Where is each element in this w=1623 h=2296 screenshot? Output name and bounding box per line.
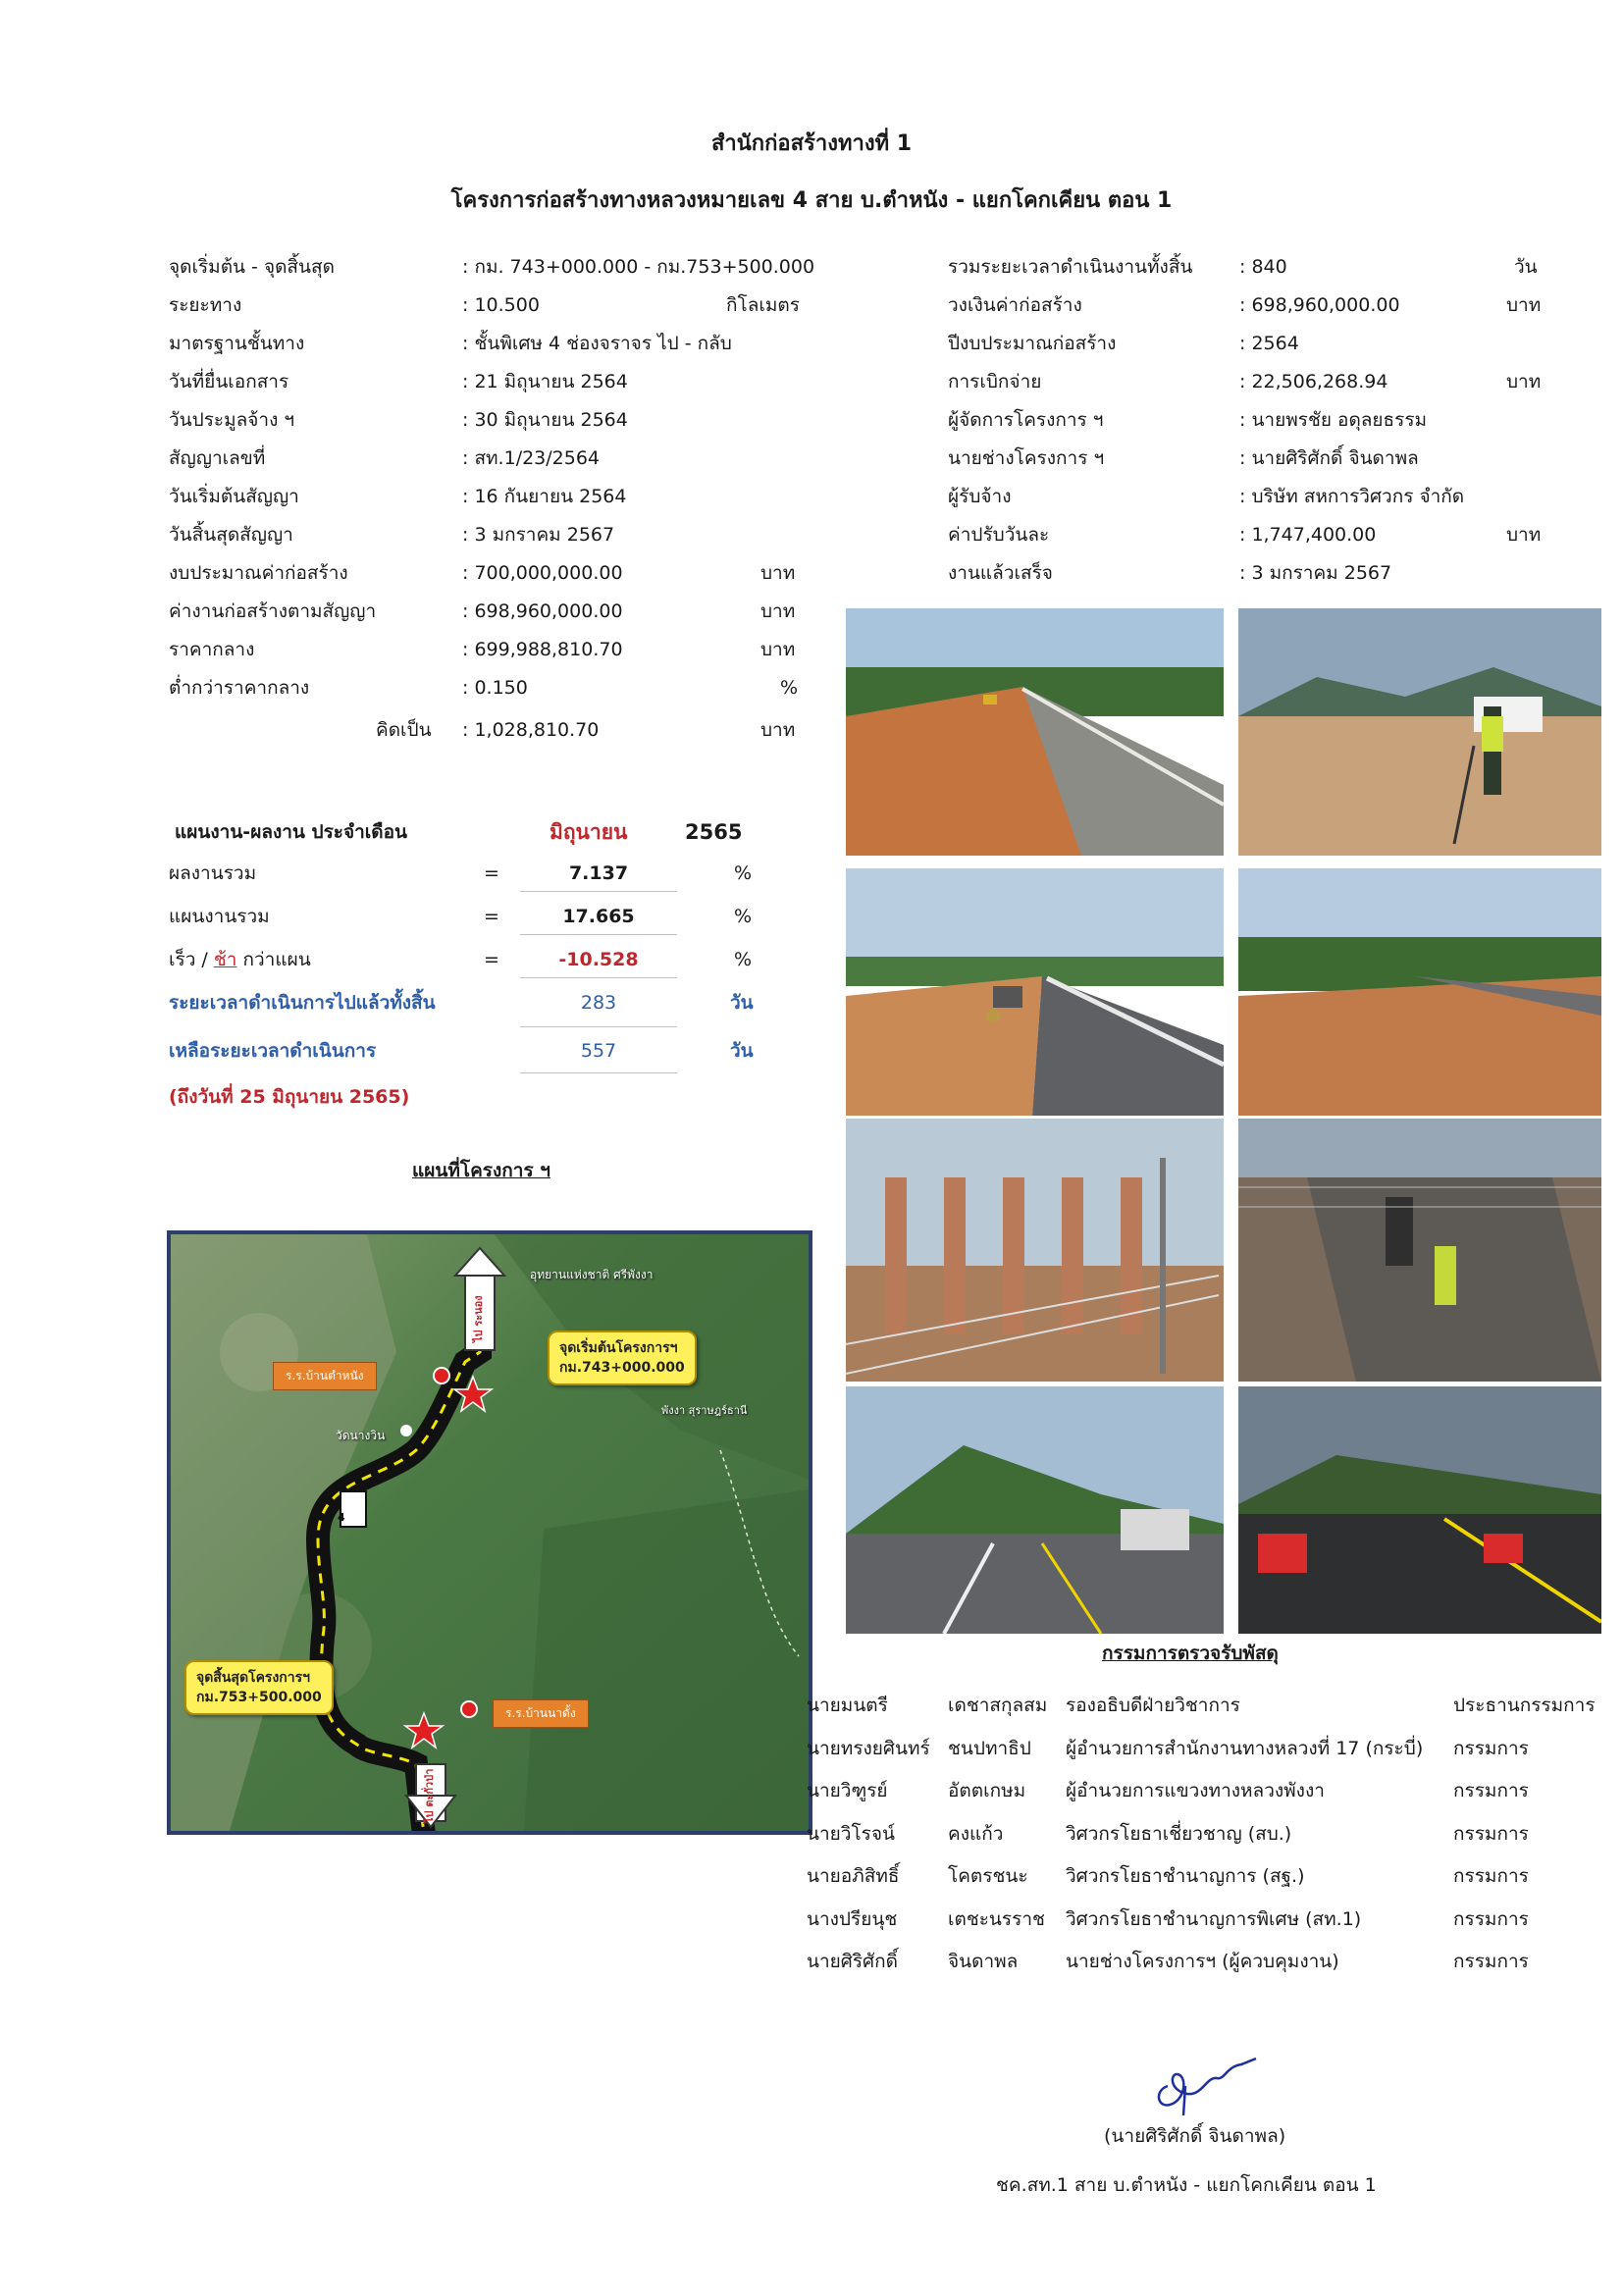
info-label: ราคากลาง bbox=[169, 639, 255, 660]
remaining-unit: วัน bbox=[730, 1040, 754, 1062]
member-role: ประธานกรรมการ bbox=[1453, 1695, 1596, 1716]
map-satellite-image bbox=[171, 1234, 809, 1831]
member-last-name: เตชะนรราช bbox=[948, 1907, 1045, 1930]
as-of-date: (ถึงวันที่ 25 มิถุนายน 2565) bbox=[169, 1086, 410, 1108]
plan-label: แผนงานรวม bbox=[169, 906, 270, 927]
member-first-name: นายวิโรจน์ bbox=[807, 1822, 895, 1845]
divider bbox=[520, 934, 677, 935]
route-number: 4 bbox=[338, 1511, 345, 1524]
member-role: กรรมการ bbox=[1453, 1951, 1529, 1972]
actual-value: 7.137 bbox=[568, 862, 629, 884]
member-first-name: นายวิฑูรย์ bbox=[807, 1780, 888, 1801]
info-label: จุดเริ่มต้น - จุดสิ้นสุด bbox=[169, 256, 335, 278]
total-unit: บาท bbox=[760, 719, 796, 741]
info-value: : นายศิริศักดิ์ จินดาพล bbox=[1239, 447, 1419, 469]
divider bbox=[520, 891, 677, 892]
member-first-name: นายมนตรี bbox=[807, 1695, 888, 1716]
member-role: กรรมการ bbox=[1453, 1907, 1529, 1930]
member-last-name: เดชาสกุลสม bbox=[948, 1695, 1048, 1716]
diff-label: เร็ว / ช้า กว่าแผน bbox=[169, 949, 311, 970]
info-value: : 2564 bbox=[1239, 333, 1299, 354]
info-label: วันประมูลจ้าง ฯ bbox=[169, 409, 295, 431]
info-label: รวมระยะเวลาดำเนินงานทั้งสิ้น bbox=[948, 256, 1193, 278]
member-last-name: อัตตเกษม bbox=[948, 1780, 1026, 1801]
diff-unit: % bbox=[734, 949, 753, 970]
photo-cleared-road bbox=[1238, 868, 1601, 1116]
info-value: : 700,000,000.00 bbox=[462, 562, 623, 584]
member-position: วิศวกรโยธาชำนาญการ (สฐ.) bbox=[1066, 1865, 1305, 1887]
total-label: คิดเป็น bbox=[376, 719, 432, 741]
info-label: วันเริ่มต้นสัญญา bbox=[169, 486, 299, 507]
signature-name: (นายศิริศักดิ์ จินดาพล) bbox=[1104, 2125, 1286, 2147]
info-label: สัญญาเลขที่ bbox=[169, 447, 266, 469]
project-title: โครงการก่อสร้างทางหลวงหมายเลข 4 สาย บ.ตำหนัง - แยกโคกเคียน ตอน 1 bbox=[450, 188, 1173, 213]
info-value: : 698,960,000.00 bbox=[462, 600, 623, 622]
info-label: ผู้รับจ้าง bbox=[948, 486, 1012, 507]
member-last-name: โคตรชนะ bbox=[948, 1865, 1028, 1887]
park-label: อุทยานแห่งชาติ ศรีพังงา bbox=[530, 1268, 654, 1281]
project-map bbox=[167, 1230, 812, 1835]
info-value: : 699,988,810.70 bbox=[462, 639, 623, 660]
start-point-callout: จุดเริ่มต้นโครงการฯ กม.743+000.000 bbox=[548, 1331, 697, 1385]
member-position: วิศวกรโยธาเชี่ยวชาญ (สบ.) bbox=[1066, 1822, 1292, 1845]
arrow-north-label: ไป ระนอง bbox=[472, 1295, 485, 1342]
info-unit: วัน bbox=[1514, 256, 1538, 278]
signature-mark bbox=[1148, 2047, 1276, 2115]
member-last-name: คงแก้ว bbox=[948, 1822, 1004, 1845]
member-first-name: นายอภิสิทธิ์ bbox=[807, 1865, 900, 1887]
elapsed-label: ระยะเวลาดำเนินการไปแล้วทั้งสิ้น bbox=[169, 992, 436, 1014]
elapsed-value: 283 bbox=[580, 992, 617, 1014]
school-north-tag: ร.ร.บ้านตำหนัง bbox=[273, 1362, 377, 1390]
info-label: นายช่างโครงการ ฯ bbox=[948, 447, 1105, 469]
plan-value: 17.665 bbox=[562, 906, 635, 927]
member-role: กรรมการ bbox=[1453, 1780, 1529, 1801]
committee-heading: กรรมการตรวจรับพัสดุ bbox=[1102, 1643, 1279, 1664]
info-label: วันที่ยื่นเอกสาร bbox=[169, 371, 289, 392]
diff-eq: = bbox=[484, 949, 499, 970]
plan-eq: = bbox=[484, 906, 499, 927]
member-position: ผู้อำนวยการสำนักงานทางหลวงที่ 17 (กระบี่) bbox=[1066, 1737, 1424, 1759]
elapsed-unit: วัน bbox=[730, 992, 754, 1014]
info-value: : 21 มิถุนายน 2564 bbox=[462, 371, 628, 392]
diff-value: -10.528 bbox=[558, 949, 639, 970]
member-first-name: นายทรงยศินทร์ bbox=[807, 1737, 930, 1759]
info-label: ปีงบประมาณก่อสร้าง bbox=[948, 333, 1117, 354]
info-unit: บาท bbox=[760, 600, 796, 622]
member-role: กรรมการ bbox=[1453, 1822, 1529, 1845]
photo-highway-truck bbox=[846, 1386, 1224, 1634]
actual-unit: % bbox=[734, 862, 753, 884]
footer-text: ชค.สท.1 สาย บ.ตำหนัง - แยกโคกเคียน ตอน 1 bbox=[996, 2174, 1377, 2196]
info-unit: บาท bbox=[1506, 294, 1542, 316]
province-label: พังงา สุราษฎร์ธานี bbox=[661, 1404, 748, 1417]
photo-roadwork-crew bbox=[846, 868, 1224, 1116]
progress-year: 2565 bbox=[685, 820, 743, 844]
info-label: วันสิ้นสุดสัญญา bbox=[169, 524, 293, 546]
info-label: ค่างานก่อสร้างตามสัญญา bbox=[169, 600, 377, 622]
member-position: ผู้อำนวยการแขวงทางหลวงพังงา bbox=[1066, 1780, 1325, 1801]
info-value: : สท.1/23/2564 bbox=[462, 447, 601, 469]
total-value: : 1,028,810.70 bbox=[462, 719, 600, 741]
info-value: : 698,960,000.00 bbox=[1239, 294, 1400, 316]
info-value: : 22,506,268.94 bbox=[1239, 371, 1388, 392]
member-first-name: นายศิริศักดิ์ bbox=[807, 1951, 898, 1972]
member-position: รองอธิบดีฝ่ายวิชาการ bbox=[1066, 1695, 1240, 1716]
member-last-name: จินดาพล bbox=[948, 1951, 1019, 1972]
divider bbox=[520, 1026, 677, 1027]
plan-unit: % bbox=[734, 906, 753, 927]
member-role: กรรมการ bbox=[1453, 1865, 1529, 1887]
info-label: ค่าปรับวันละ bbox=[948, 524, 1050, 546]
photo-road-earthwork bbox=[846, 608, 1224, 856]
info-label: ต่ำกว่าราคากลาง bbox=[169, 677, 310, 699]
info-value: : นายพรชัย อดุลยธรรม bbox=[1239, 409, 1428, 431]
info-unit: บาท bbox=[760, 562, 796, 584]
photo-survey-team bbox=[1238, 608, 1601, 856]
info-value: : 30 มิถุนายน 2564 bbox=[462, 409, 628, 431]
photo-formwork bbox=[1238, 1119, 1601, 1382]
info-label: มาตรฐานชั้นทาง bbox=[169, 333, 305, 354]
info-label: งบประมาณค่าก่อสร้าง bbox=[169, 562, 348, 584]
progress-title: แผนงาน-ผลงาน ประจำเดือน bbox=[175, 821, 408, 843]
progress-month: มิถุนายน bbox=[550, 820, 628, 844]
arrow-south-label: ไป ตะกั่วป่า bbox=[423, 1768, 436, 1823]
info-label: งานแล้วเสร็จ bbox=[948, 562, 1053, 584]
info-label: การเบิกจ่าย bbox=[948, 371, 1042, 392]
info-value: : 10.500 bbox=[462, 294, 540, 316]
info-unit: บาท bbox=[1506, 524, 1542, 546]
info-value: : บริษัท สหการวิศวกร จำกัด bbox=[1239, 486, 1465, 507]
member-role: กรรมการ bbox=[1453, 1737, 1529, 1759]
info-value: : 3 มกราคม 2567 bbox=[462, 524, 615, 546]
photo-bridge-pillars bbox=[846, 1119, 1224, 1382]
remaining-label: เหลือระยะเวลาดำเนินการ bbox=[169, 1040, 377, 1062]
info-value: : 840 bbox=[1239, 256, 1287, 278]
office-title: สำนักก่อสร้างทางที่ 1 bbox=[710, 131, 913, 156]
member-position: วิศวกรโยธาชำนาญการพิเศษ (สท.1) bbox=[1066, 1907, 1362, 1930]
info-label: วงเงินค่าก่อสร้าง bbox=[948, 294, 1082, 316]
member-first-name: นางปรียนุช bbox=[807, 1907, 898, 1930]
remaining-value: 557 bbox=[580, 1040, 617, 1062]
info-value: : 1,747,400.00 bbox=[1239, 524, 1377, 546]
divider bbox=[520, 977, 677, 978]
divider bbox=[520, 1072, 677, 1073]
info-unit: % bbox=[780, 677, 799, 699]
temple-label: วัดนางวิน bbox=[336, 1429, 386, 1442]
info-value: : ชั้นพิเศษ 4 ช่องจราจร ไป - กลับ bbox=[462, 333, 732, 354]
info-unit: บาท bbox=[1506, 371, 1542, 392]
info-value: : 16 กันยายน 2564 bbox=[462, 486, 627, 507]
info-label: ผู้จัดการโครงการ ฯ bbox=[948, 409, 1104, 431]
info-value: : กม. 743+000.000 - กม.753+500.000 bbox=[462, 256, 815, 278]
school-south-tag: ร.ร.บ้านนาดั้ง bbox=[493, 1699, 589, 1728]
member-last-name: ชนปทาธิป bbox=[948, 1737, 1031, 1759]
info-label: ระยะทาง bbox=[169, 294, 242, 316]
map-heading: แผนที่โครงการ ฯ bbox=[412, 1160, 550, 1181]
info-value: : 0.150 bbox=[462, 677, 528, 699]
info-unit: กิโลเมตร bbox=[726, 294, 800, 316]
actual-eq: = bbox=[484, 862, 499, 884]
end-point-callout: จุดสิ้นสุดโครงการฯ กม.753+500.000 bbox=[184, 1660, 334, 1715]
member-position: นายช่างโครงการฯ (ผู้ควบคุมงาน) bbox=[1066, 1951, 1339, 1972]
photo-barriers bbox=[1238, 1386, 1601, 1634]
actual-label: ผลงานรวม bbox=[169, 862, 257, 884]
info-unit: บาท bbox=[760, 639, 796, 660]
info-value: : 3 มกราคม 2567 bbox=[1239, 562, 1392, 584]
